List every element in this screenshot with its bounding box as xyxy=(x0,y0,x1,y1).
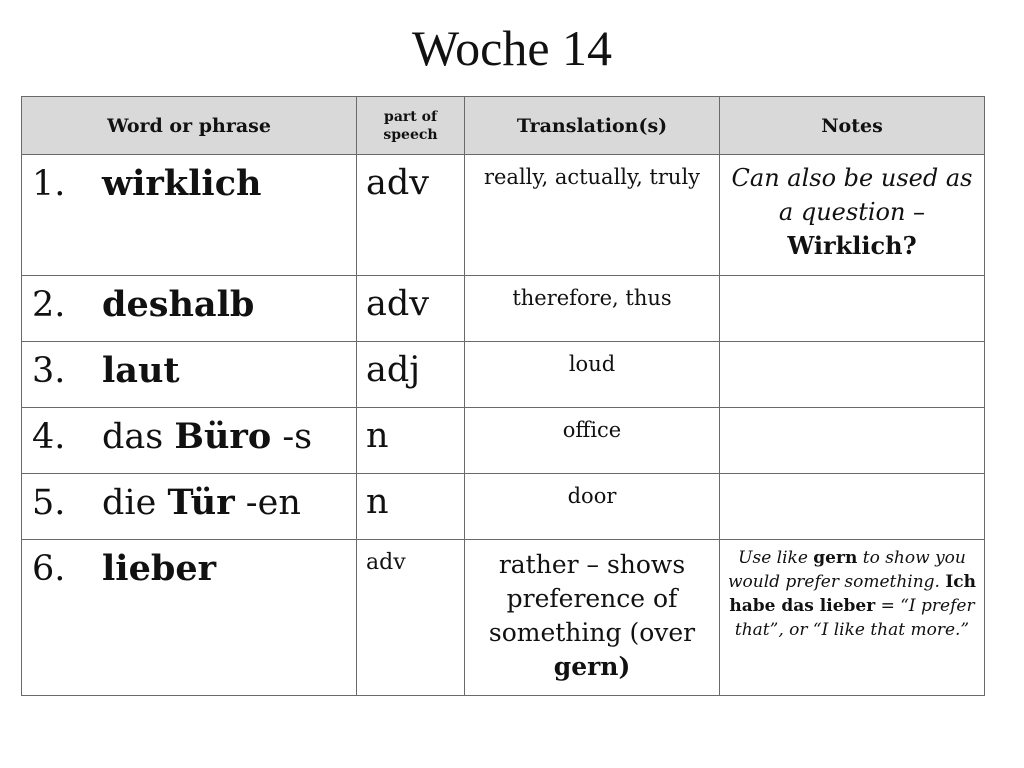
translation-text: rather – shows preference of something (over xyxy=(488,550,696,647)
word-suffix: -s xyxy=(271,417,313,457)
word-cell xyxy=(22,276,357,342)
row-number: 2. xyxy=(32,285,66,325)
table-row xyxy=(22,540,985,696)
translation-text: therefore, thus xyxy=(512,286,672,310)
translation-text: office xyxy=(562,418,622,442)
translation-cell xyxy=(465,408,720,474)
word-prefix: die xyxy=(102,483,168,523)
row-number: 6. xyxy=(32,549,66,589)
notes-cell xyxy=(720,276,985,342)
header-part-of-speech xyxy=(357,97,465,155)
table-row xyxy=(22,276,985,342)
header-pos-line2: speech xyxy=(383,126,438,143)
table-row xyxy=(22,155,985,276)
translation-text: door xyxy=(567,484,617,508)
notes-text: Can also be used as a question – xyxy=(731,164,973,226)
pos-cell: adv xyxy=(357,540,465,696)
word-suffix: -en xyxy=(234,483,301,523)
translation-text: really, actually, truly xyxy=(483,165,701,189)
notes-cell xyxy=(720,540,985,696)
word-cell xyxy=(22,342,357,408)
translation-text: loud xyxy=(568,352,616,376)
translation-cell xyxy=(465,342,720,408)
row-number: 4. xyxy=(32,417,66,457)
translation-bold: gern) xyxy=(553,652,631,681)
notes-cell xyxy=(720,342,985,408)
notes-text: Use like xyxy=(738,548,814,568)
word-prefix: das xyxy=(102,417,175,457)
table-row xyxy=(22,474,985,540)
notes-cell xyxy=(720,474,985,540)
word-bold: Büro xyxy=(174,416,272,457)
notes-bold: gern xyxy=(813,548,858,568)
word-cell xyxy=(22,540,357,696)
notes-bold: Wirklich? xyxy=(787,231,917,260)
pos-cell: n xyxy=(357,408,465,474)
page-title: Woche 14 xyxy=(411,20,613,76)
word-bold: deshalb xyxy=(102,284,255,325)
vocabulary-table xyxy=(21,96,985,696)
word-bold: wirklich xyxy=(102,163,262,204)
translation-cell xyxy=(465,276,720,342)
pos-cell: adv xyxy=(357,276,465,342)
notes-cell xyxy=(720,155,985,276)
notes-text: = “I prefer that”, or “I like that more.” xyxy=(734,596,975,640)
table-row xyxy=(22,342,985,408)
translation-cell xyxy=(465,155,720,276)
row-number: 3. xyxy=(32,351,66,391)
word-bold: lieber xyxy=(102,548,217,589)
header-notes: Notes xyxy=(720,97,985,155)
word-bold: laut xyxy=(102,350,180,391)
header-translation: Translation(s) xyxy=(465,97,720,155)
word-cell xyxy=(22,474,357,540)
pos-cell: n xyxy=(357,474,465,540)
pos-cell: adv xyxy=(357,155,465,276)
translation-cell xyxy=(465,474,720,540)
word-cell xyxy=(22,155,357,276)
word-bold: Tür xyxy=(167,482,235,523)
row-number: 1. xyxy=(32,164,66,204)
header-pos-line1: part of xyxy=(384,108,437,125)
table-row xyxy=(22,408,985,474)
table-header-row xyxy=(22,97,985,155)
pos-cell: adj xyxy=(357,342,465,408)
translation-cell xyxy=(465,540,720,696)
notes-text: to show you would prefer something. xyxy=(727,548,966,592)
word-cell xyxy=(22,408,357,474)
notes-cell xyxy=(720,408,985,474)
notes-bold: Ich habe das lieber xyxy=(729,572,977,616)
row-number: 5. xyxy=(32,483,66,523)
header-word: Word or phrase xyxy=(22,97,357,155)
